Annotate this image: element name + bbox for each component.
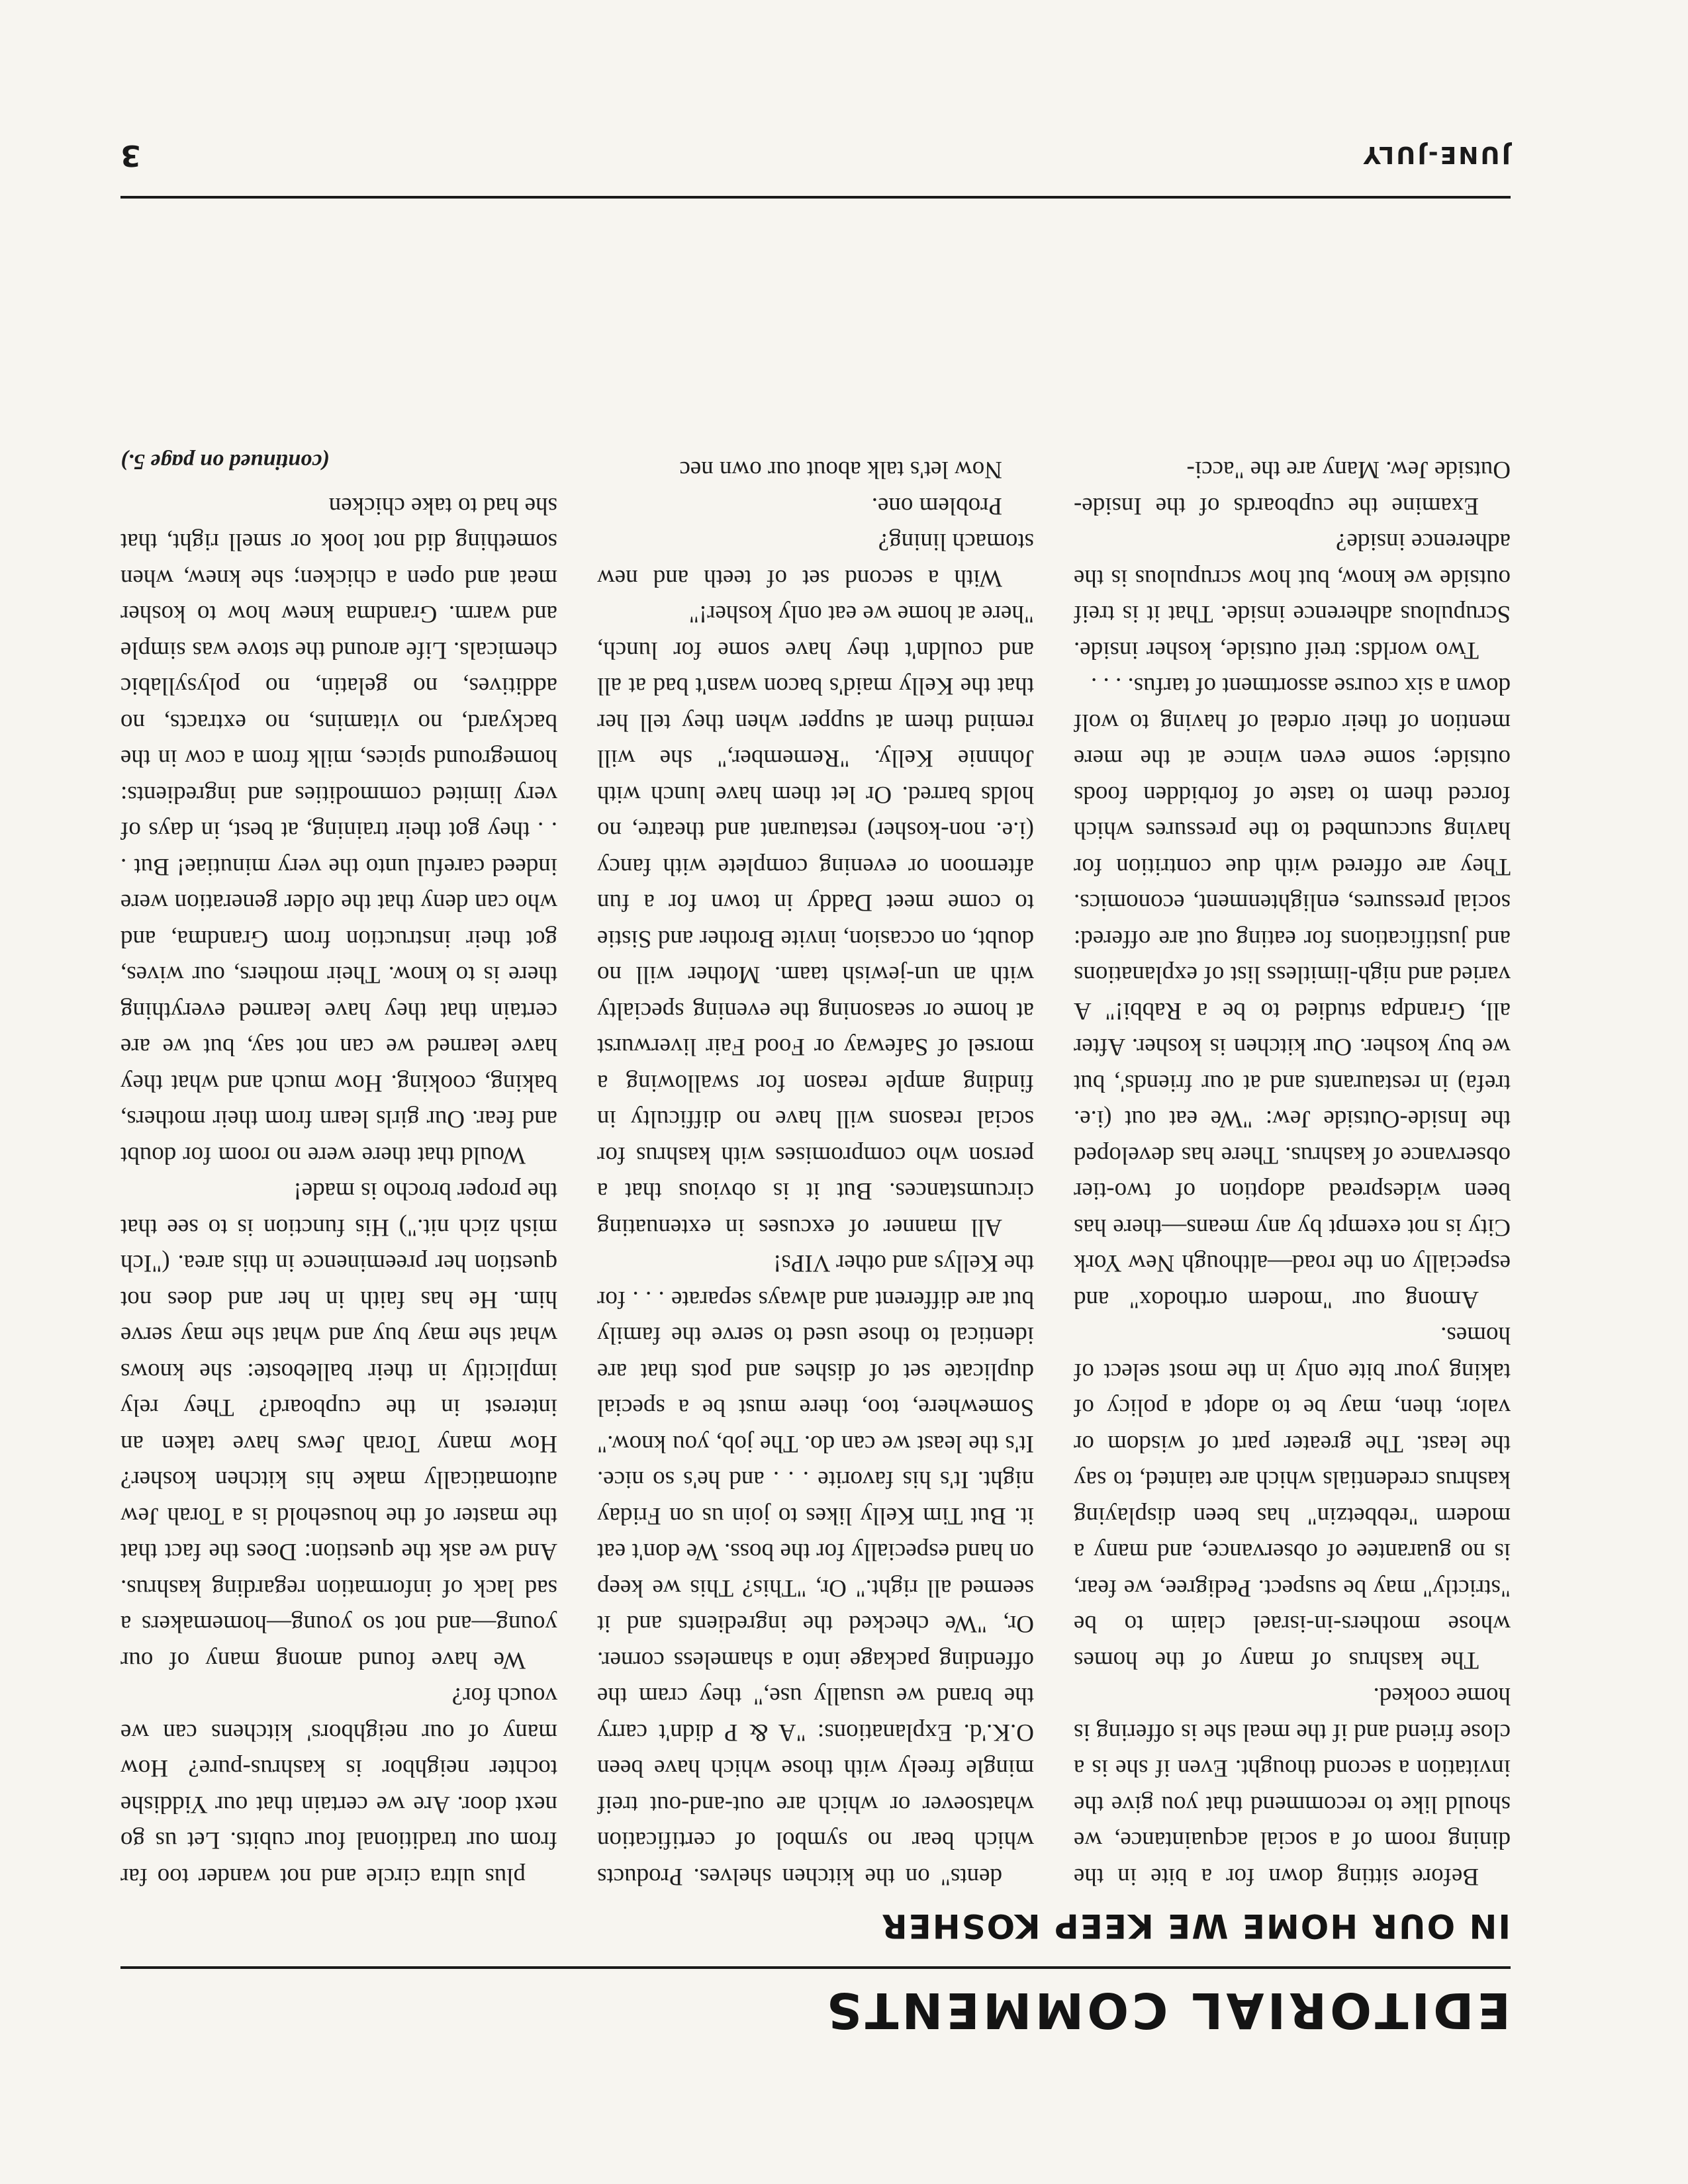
paragraph: dents" on the kitchen shelves. Products which bear no symbol of certification whatsoever or which are out-and-out treif mingle freely with those which have been O.K.'d. Explanations: "A & P didn't carry the brand we usually use," they cram the offending package into a shameless corner. Or, "We checked the ingredients and it seemed all right." Or, "This? This we keep on hand especially for the boss. We don't eat it. But Tim Kelly likes to join us on Friday night. It's his favorite . . . and he's so nice. It's the least we can do. The job, you know." Somewhere, too, there must be a special duplicate set of dishes and pots that are identical to those used to serve the family but are different and always separate . . . for the Kellys and other VIPs! [597, 1250, 1034, 1890]
paragraph: Examine the cupboards of the Inside-Outside Jew. Many are the "acci- [1074, 456, 1511, 520]
paragraph: Two worlds: treif outside, kosher inside. Scrupulous adherence inside. That it is treif outside we know, but how scrupulous is the adherence inside? [1074, 528, 1511, 664]
footer-rule [120, 196, 1511, 199]
paragraph: We have found among many of our young—and not so young—homemakers a sad lack of information regarding kashrus. And we ask the question: Does the fact that the master of the household is a Torah Jew automatically make his kitchen kosher? How many Torah Jews have taken an interest in the cupboard? They rely implicitly in their balleboste: she knows what she may buy and what she may serve him. He has faith in her and does not question her preeminence in this area. ("Ich mish zich nit.") His function is to see that the proper brocho is made! [120, 1177, 557, 1674]
paragraph: The kashrus of many of the homes whose mothers-in-israel claim to be "strictly" may be suspect. Pedigree, we fear, is no guarantee of observance, and many a modern "rebbetzin" has been displaying kashrus credentials which are tainted, to say the least. The greater part of wisdom or valor, then, may be to adopt a policy of taking your bite only in the most select of homes. [1074, 1322, 1511, 1674]
paragraph: plus ultra circle and not wander too far from our traditional four cubits. Let us go next door. Are we certain that our Yiddishe tochter neighbor is kashrus-pure? How many of our neighbors' kitchens can we vouch for? [120, 1682, 557, 1890]
page-number: 3 [120, 138, 141, 172]
paragraph: Before sitting down for a bite in the dining room of a social acquaintance, we should like to recommend that you give the invitation a second thought. Even if she is a close friend and if the meal she is offering is home cooked. [1074, 1682, 1511, 1890]
text-column-1 [1074, 226, 1511, 1894]
paragraph: Would that there were no room for doubt and fear. Our girls learn from their mothers, baking, cooking. How much and what they have learned we can not say, but we are certain that they have learned everything there is to know. Their mothers, our wives, got their instruction from Grandma, and who can deny that the older generation were indeed careful unto the very minutiae! But . . . they got their training, at best, in days of very limited commodities and ingredients: homeground spices, milk from a cow in the backyard, no vitamins, no extracts, no additives, no gelatin, no polysyllabic chemicals. Life around the stove was simple and warm. Grandma knew how to kosher meat and open a chicken; she knew, when something did not look or smell right, that she had to take chicken [120, 492, 557, 1169]
paragraph: All manner of excuses in extenuating circumstances. But it is obvious that a person who compromises with kashrus for social reasons will have no difficulty in finding ample reason for swallowing a morsel of Safeway or Food Fair liverwurst at home or seasoning the evening specialty with an un-jewish taam. Mother will no doubt, on occasion, invite Brother and Sistie to come meet Daddy in town for a fun afternoon or evening complete with fancy (i.e. non-kosher) restaurant and theatre, no holds barred. Or let them have lunch with Johnnie Kelly. "Remember," she will remind them at supper when they tell her that the Kelly maid's bacon wasn't bad at all and couldn't they have some for lunch, "here at home we eat only kosher!" [597, 600, 1034, 1241]
paragraph: Now let's talk about our own nec [679, 456, 1002, 484]
section-title: EDITORIAL COMMENTS [823, 1981, 1511, 2038]
paragraph: Problem one. [871, 492, 1002, 520]
article-headline: IN OUR HOME WE KEEP KOSHER [880, 1907, 1511, 1945]
masthead-rule [120, 1966, 1511, 1969]
masthead [120, 1972, 1511, 2045]
continued-note: (continued on page 5.) [120, 449, 330, 475]
article-body [120, 226, 1511, 1894]
issue-date: JUNE-JULY [1361, 141, 1511, 168]
text-column-2 [597, 226, 1034, 1894]
paragraph: Among our "modern orthodox" and especially on the road—although New York City is not exempt by any means—there has been widespread adoption of two-tier observance of kashrus. There has developed the Inside-Outside Jew: "We eat out (i.e. trefa) in restaurants and at our friends', but we buy kosher. Our kitchen is kosher. After all, Grandpa studied to be a Rabbi!" A varied and nigh-limitless list of explanations and justifications for eating out are offered: social pressures, enlightenment, economics. They are offered with due contrition for having succumbed to the pressures which forced them to taste of forbidden foods outside; some even wince at the mere mention of their ordeal of having to wolf down a six course assortment of tarfus. . . . [1074, 672, 1511, 1313]
page-footer [120, 124, 1511, 171]
text-column-3 [120, 226, 557, 1894]
page-content [120, 73, 1511, 2045]
paragraph: With a second set of teeth and new stomach lining? [597, 528, 1034, 592]
